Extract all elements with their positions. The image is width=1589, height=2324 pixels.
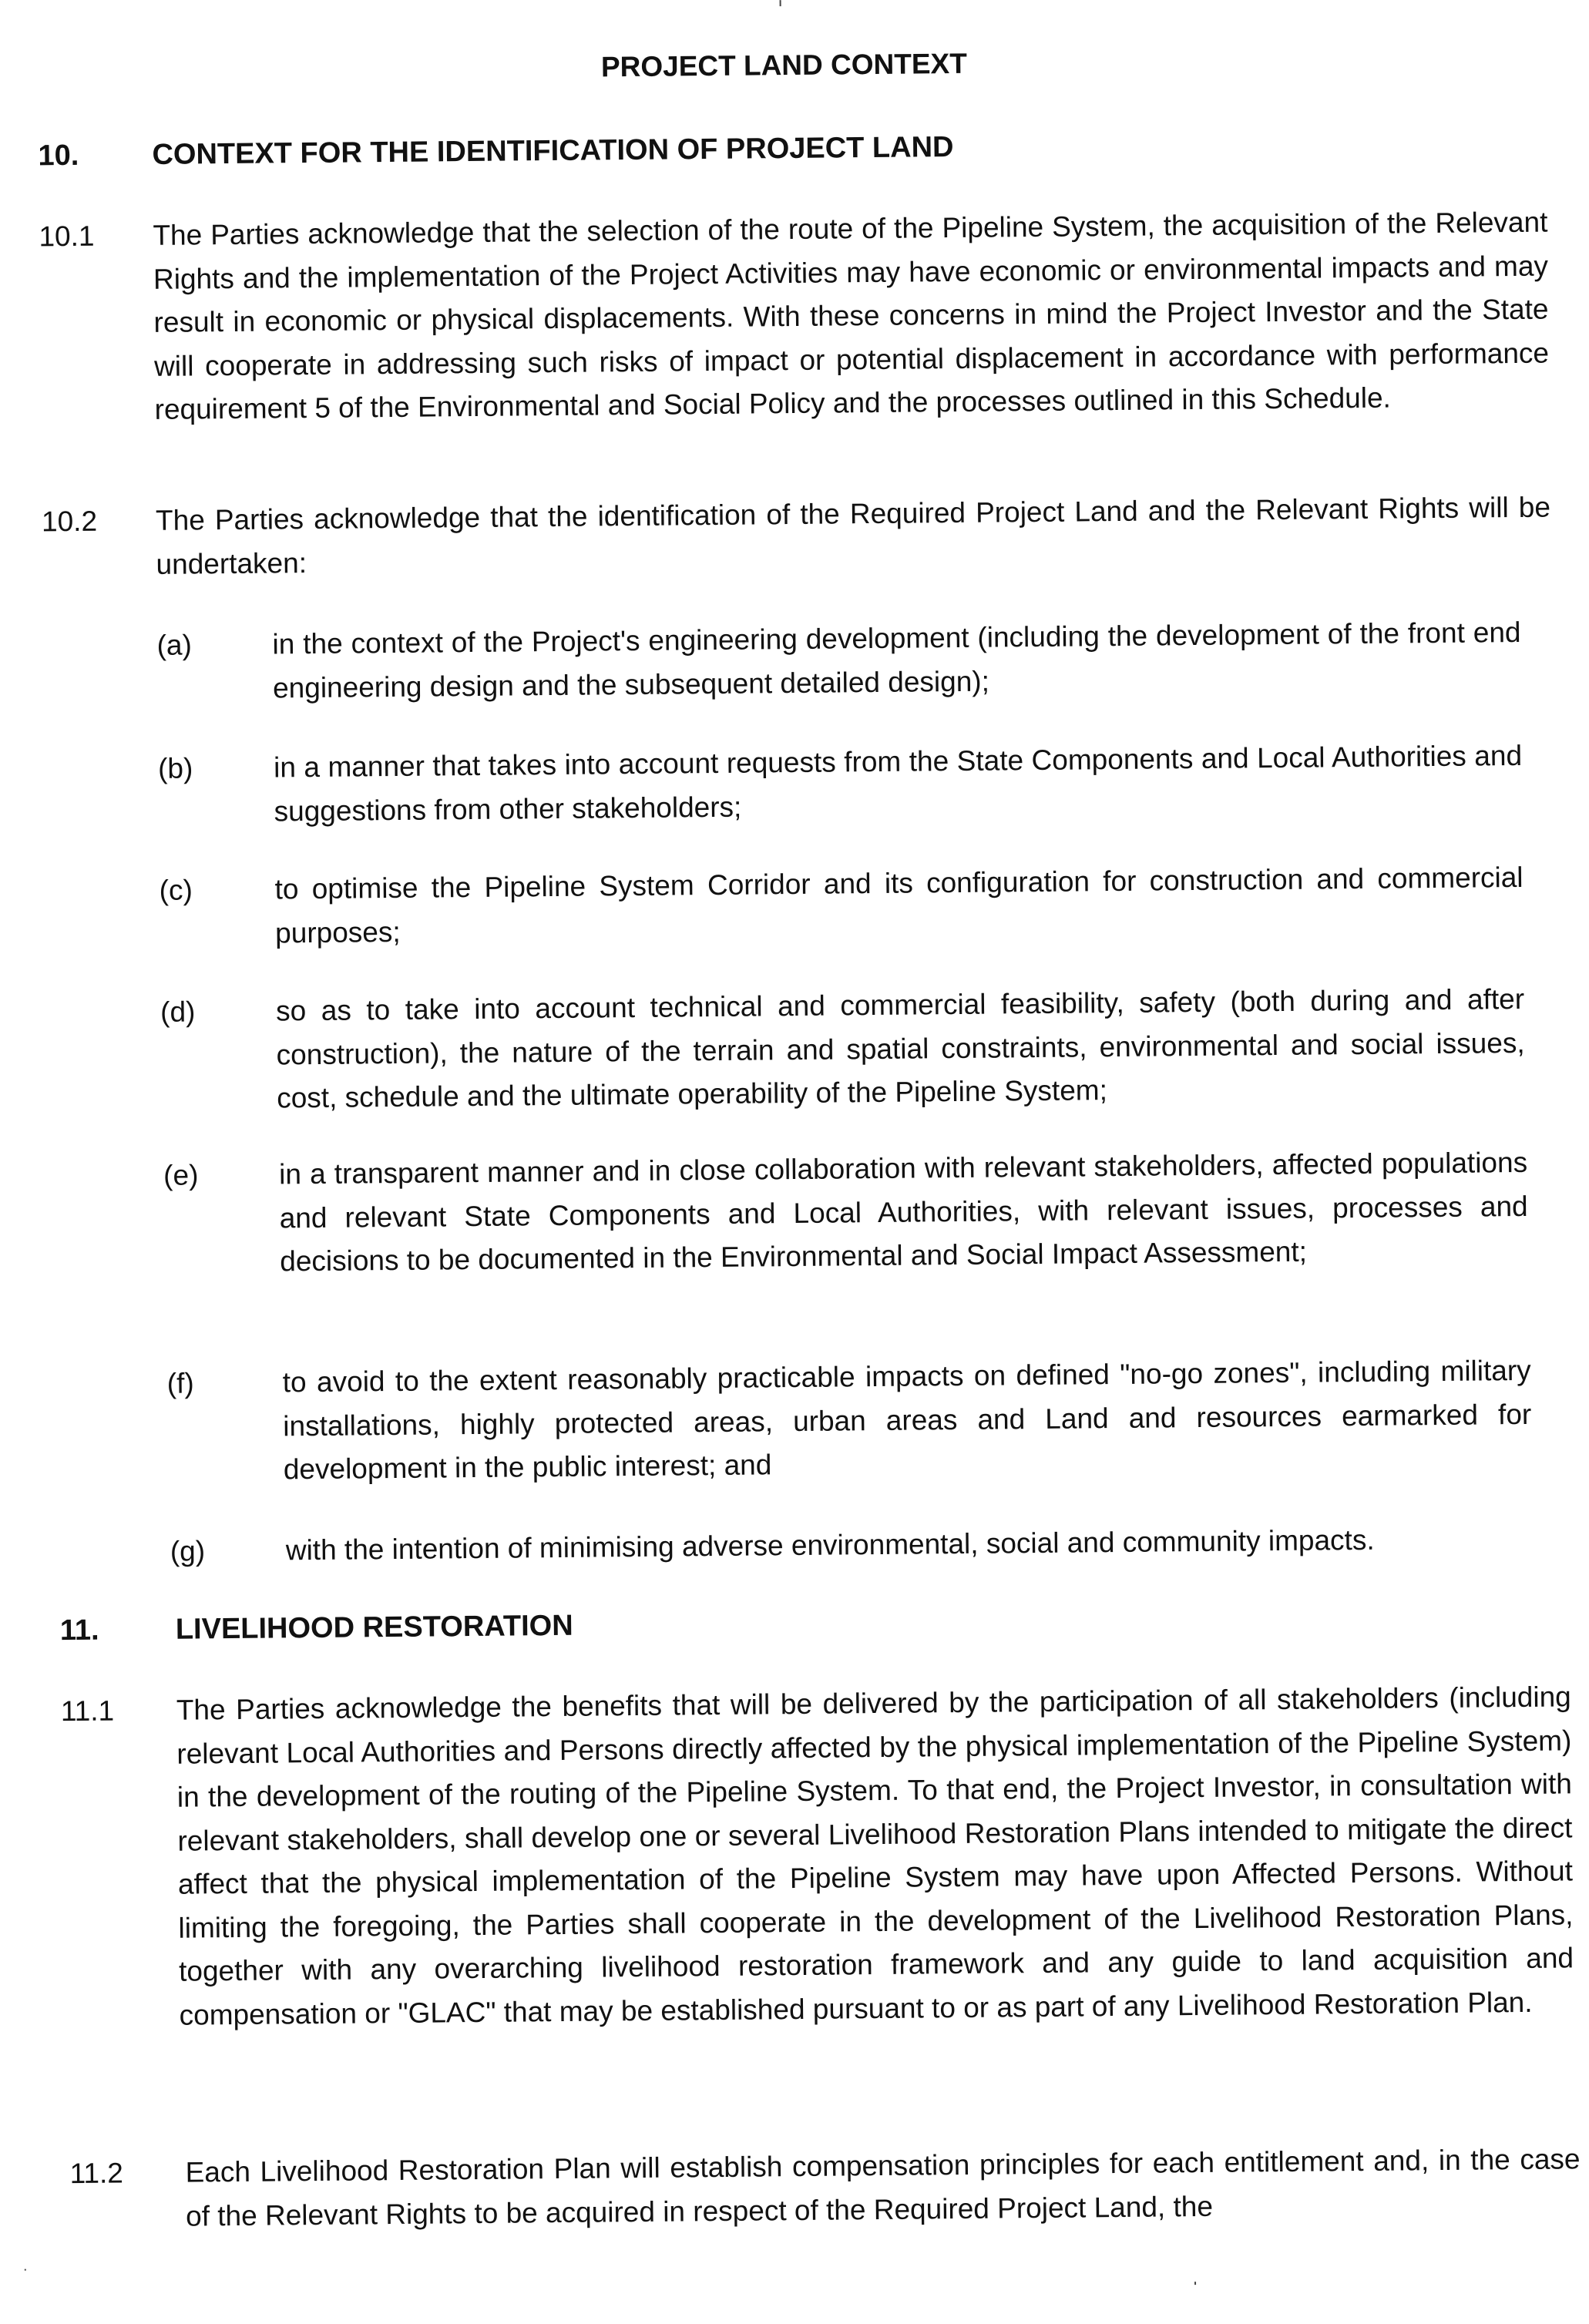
item-label: (e) — [163, 1159, 199, 1191]
clause-number: 10.2 — [41, 505, 98, 538]
section-title: LIVELIHOOD RESTORATION — [175, 1609, 573, 1646]
clause-11-2 — [69, 2138, 1581, 2245]
clause-text: The Parties acknowledge the benefits that will be delivered by the participation of all stakeholders (including relevant Local Authorities and Persons directly affected by the physical implementation of the Pipeline System) in the development of the routing of the Pipeline System. To that end, the Project Investor, in consultation with relevant stakeholders, shall develop one or several Livelihood Restoration Plans intended to mitigate the direct affect that the physical implementation of the Pipeline System may have upon Affected Persons. Without limiting the foregoing, the Parties shall cooperate in the development of the Livelihood Restoration Plans, together with any overarching livelihood restoration framework and any guide to land acquisition and compensation or "GLAC" that may be established pursuant to or as part of any Livelihood Restoration Plan. — [176, 1681, 1574, 2031]
item-text: to avoid to the extent reasonably practicable impacts on defined "no-go zones", including military installations, highly protected areas, urban areas and Land and resources earmarked for development in the public interest; and — [282, 1354, 1532, 1486]
section-number: 11. — [59, 1614, 99, 1647]
item-text: with the intention of minimising adverse environmental, social and community impacts. — [285, 1523, 1375, 1567]
item-label: (c) — [159, 874, 193, 906]
clause-number: 10.1 — [39, 220, 95, 253]
clause-10-1 — [39, 201, 1550, 478]
page-title: PROJECT LAND CONTEXT — [600, 47, 967, 83]
scan-mark — [780, 0, 781, 6]
list-item-g — [170, 1517, 1527, 1567]
item-label: (b) — [157, 752, 193, 784]
list-item-f — [166, 1349, 1532, 1486]
item-label: (g) — [170, 1535, 206, 1567]
item-text: to optimise the Pipeline System Corridor and its configuration for construction and commercial purposes; — [274, 861, 1523, 949]
item-text: so as to take into account technical and commercial feasibility, safety (both during and after construction), the nature of the terrain and spatial constraints, environmental and social issues, cost, schedule and the ultimate operability of the Pipeline System; — [275, 982, 1525, 1114]
clause-text: Each Livelihood Restoration Plan will establish compensation principles for each entitlement and, in the case of the Relevant Rights to be acquired in respect of the Required Project Land, the — [185, 2143, 1581, 2232]
item-label: (d) — [160, 996, 196, 1028]
list-item-b — [157, 734, 1523, 827]
scan-dot — [25, 2269, 26, 2271]
clause-text: The Parties acknowledge that the identification of the Required Project Land and the Relevant Rights will be undertaken: — [155, 491, 1551, 580]
section-title: CONTEXT FOR THE IDENTIFICATION OF PROJECT LAND — [152, 130, 954, 171]
scan-dot — [1194, 2282, 1196, 2285]
list-item-d — [160, 978, 1525, 1114]
clause-10-2 — [41, 486, 1551, 593]
section-number: 10. — [38, 139, 79, 173]
clause-number: 11.2 — [69, 2157, 124, 2190]
list-item-c — [159, 856, 1523, 949]
clause-number: 11.1 — [60, 1694, 115, 1728]
list-item-e — [163, 1141, 1528, 1278]
item-text: in the context of the Project's engineering development (including the development of the front end engineering design and the subsequent detailed design); — [272, 616, 1521, 704]
clause-text: The Parties acknowledge that the selection of the route of the Pipeline System, the acquisition of the Relevant Rights and the implementation of the Project Activities may have economic or environmental impacts and may result in economic or physical displacements. With these concerns in mind the Project Investor and the State will cooperate in addressing such risks of impact or potential displacement in accordance with performance requirement 5 of the Environmental and Social Policy and the processes outlined in this Schedule. — [153, 206, 1550, 425]
item-text: in a transparent manner and in close collaboration with relevant stakeholders, affected populations and relevant State Components and Local Authorities, with relevant issues, processes and decisions to be documented in the Environmental and Social Impact Assessment; — [278, 1146, 1528, 1278]
item-label: (f) — [166, 1367, 194, 1399]
item-label: (a) — [156, 629, 193, 661]
list-item-a — [156, 611, 1521, 704]
item-text: in a manner that takes into account requests from the State Components and Local Authorities and suggestions from other stakeholders; — [273, 739, 1523, 827]
clause-11-1 — [60, 1676, 1574, 2091]
